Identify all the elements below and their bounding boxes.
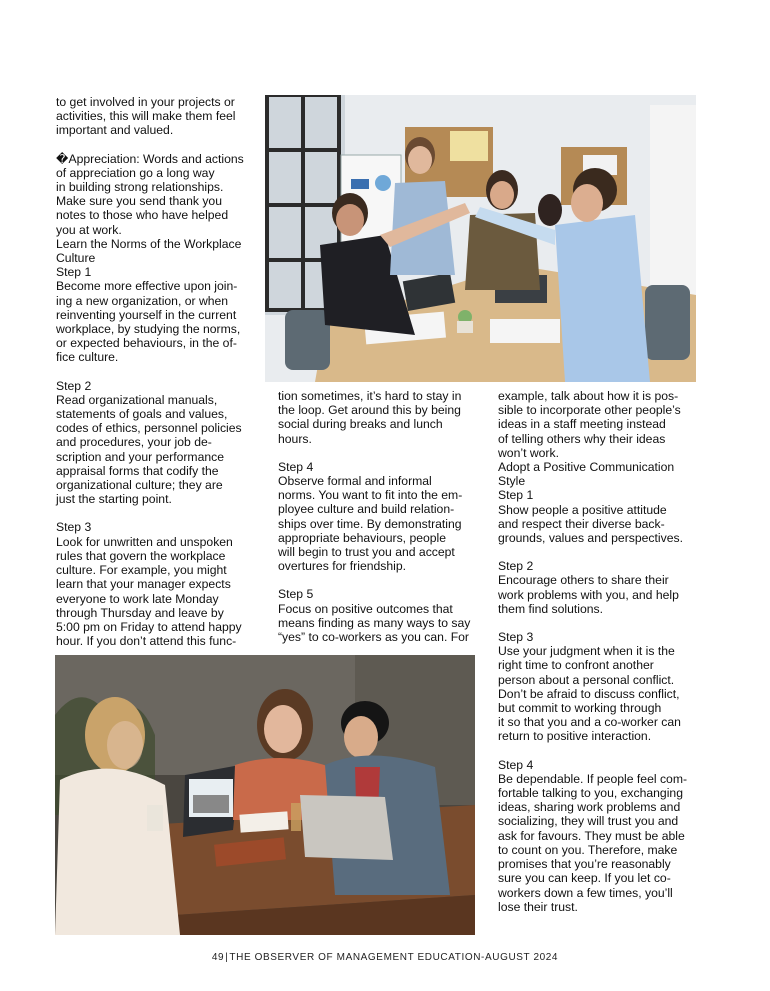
paragraph: Step 2 bbox=[498, 559, 534, 574]
office-team-photo bbox=[265, 95, 696, 382]
paragraph: Use your judgment when it is the right time to confront another person about a personal conflict. Don’t be afraid to discuss conflict, but commit to working through it so that you and a co-worker can return to positive interaction. bbox=[498, 644, 681, 744]
article-column-3 bbox=[498, 389, 698, 914]
paragraph: �Appreciation: Words and actions of appreciation go a long way in building strong relationships. Make sure you send thank you notes to those who have helped you at work. bbox=[56, 151, 244, 237]
paragraph: Step 5 bbox=[278, 587, 314, 602]
paragraph: Be dependable. If people feel com- fortable talking to you, exchanging ideas, sharing work problems and socializing, they will trust you and ask for favours. They must be able to count on you. Therefore, make promises that you’re reasonably sure you can keep. If you let co- workers down a few times, you’ll lose their trust. bbox=[498, 771, 688, 914]
paragraph: to get involved in your projects or activities, this will make them feel important and valued. bbox=[56, 95, 236, 138]
page-number: 49 bbox=[211, 952, 225, 963]
paragraph: Become more effective upon join- ing a new organization, or when reinventing yourself in the current workplace, by studying the norms, or expected behaviours, in the of- fice culture. bbox=[56, 279, 241, 365]
cafe-coworkers-photo bbox=[55, 655, 475, 935]
paragraph: tion sometimes, it’s hard to stay in the loop. Get around this by being social during breaks and lunch hours. bbox=[278, 389, 462, 446]
publication-line: THE OBSERVER OF MANAGEMENT EDUCATION-AUGUST 2024 bbox=[229, 952, 559, 963]
paragraph: Step 3 bbox=[56, 520, 92, 535]
paragraph: Step 4 bbox=[278, 459, 314, 474]
paragraph: Adopt a Positive Communication Style bbox=[498, 460, 675, 489]
paragraph: Step 4 bbox=[498, 757, 534, 772]
page-footer bbox=[0, 952, 770, 963]
paragraph: Step 1 bbox=[498, 488, 534, 503]
paragraph: Learn the Norms of the Workplace Culture bbox=[56, 236, 242, 266]
paragraph: Step 2 bbox=[56, 378, 92, 393]
paragraph: Encourage others to share their work problems with you, and help them find solutions. bbox=[498, 573, 679, 616]
paragraph: Observe formal and informal norms. You want to fit into the em- ployee culture and build relation- ships over time. By demonstrating appropriate behaviours, people will begin to trust you and accept overtures for friendship. bbox=[278, 474, 463, 574]
paragraph: Step 3 bbox=[498, 630, 534, 645]
paragraph: Step 1 bbox=[56, 265, 92, 280]
paragraph: Focus on positive outcomes that means finding as many ways to say “yes” to co-workers as you can. For bbox=[278, 601, 471, 645]
paragraph: example, talk about how it is pos- sible to incorporate other people’s ideas in a staff meeting instead of telling others why their ideas won’t work. bbox=[498, 389, 681, 460]
footer-separator: | bbox=[225, 952, 229, 963]
article-column-2 bbox=[278, 389, 478, 644]
paragraph: Show people a positive attitude and respect their diverse back- grounds, values and perspectives. bbox=[498, 502, 683, 546]
paragraph: Read organizational manuals, statements of goals and values, codes of ethics, personnel policies and procedures, your job de- scription and your performance appraisal forms that codify the organizational culture; they are just the starting point. bbox=[56, 392, 242, 507]
article-column-1 bbox=[56, 95, 256, 648]
paragraph: Look for unwritten and unspoken rules that govern the workplace culture. For example, you might learn that your manager expects everyone to work late Monday through Thursday and leave by 5:00 pm on Friday to attend happy hour. If you don’t attend this func- bbox=[56, 534, 242, 649]
